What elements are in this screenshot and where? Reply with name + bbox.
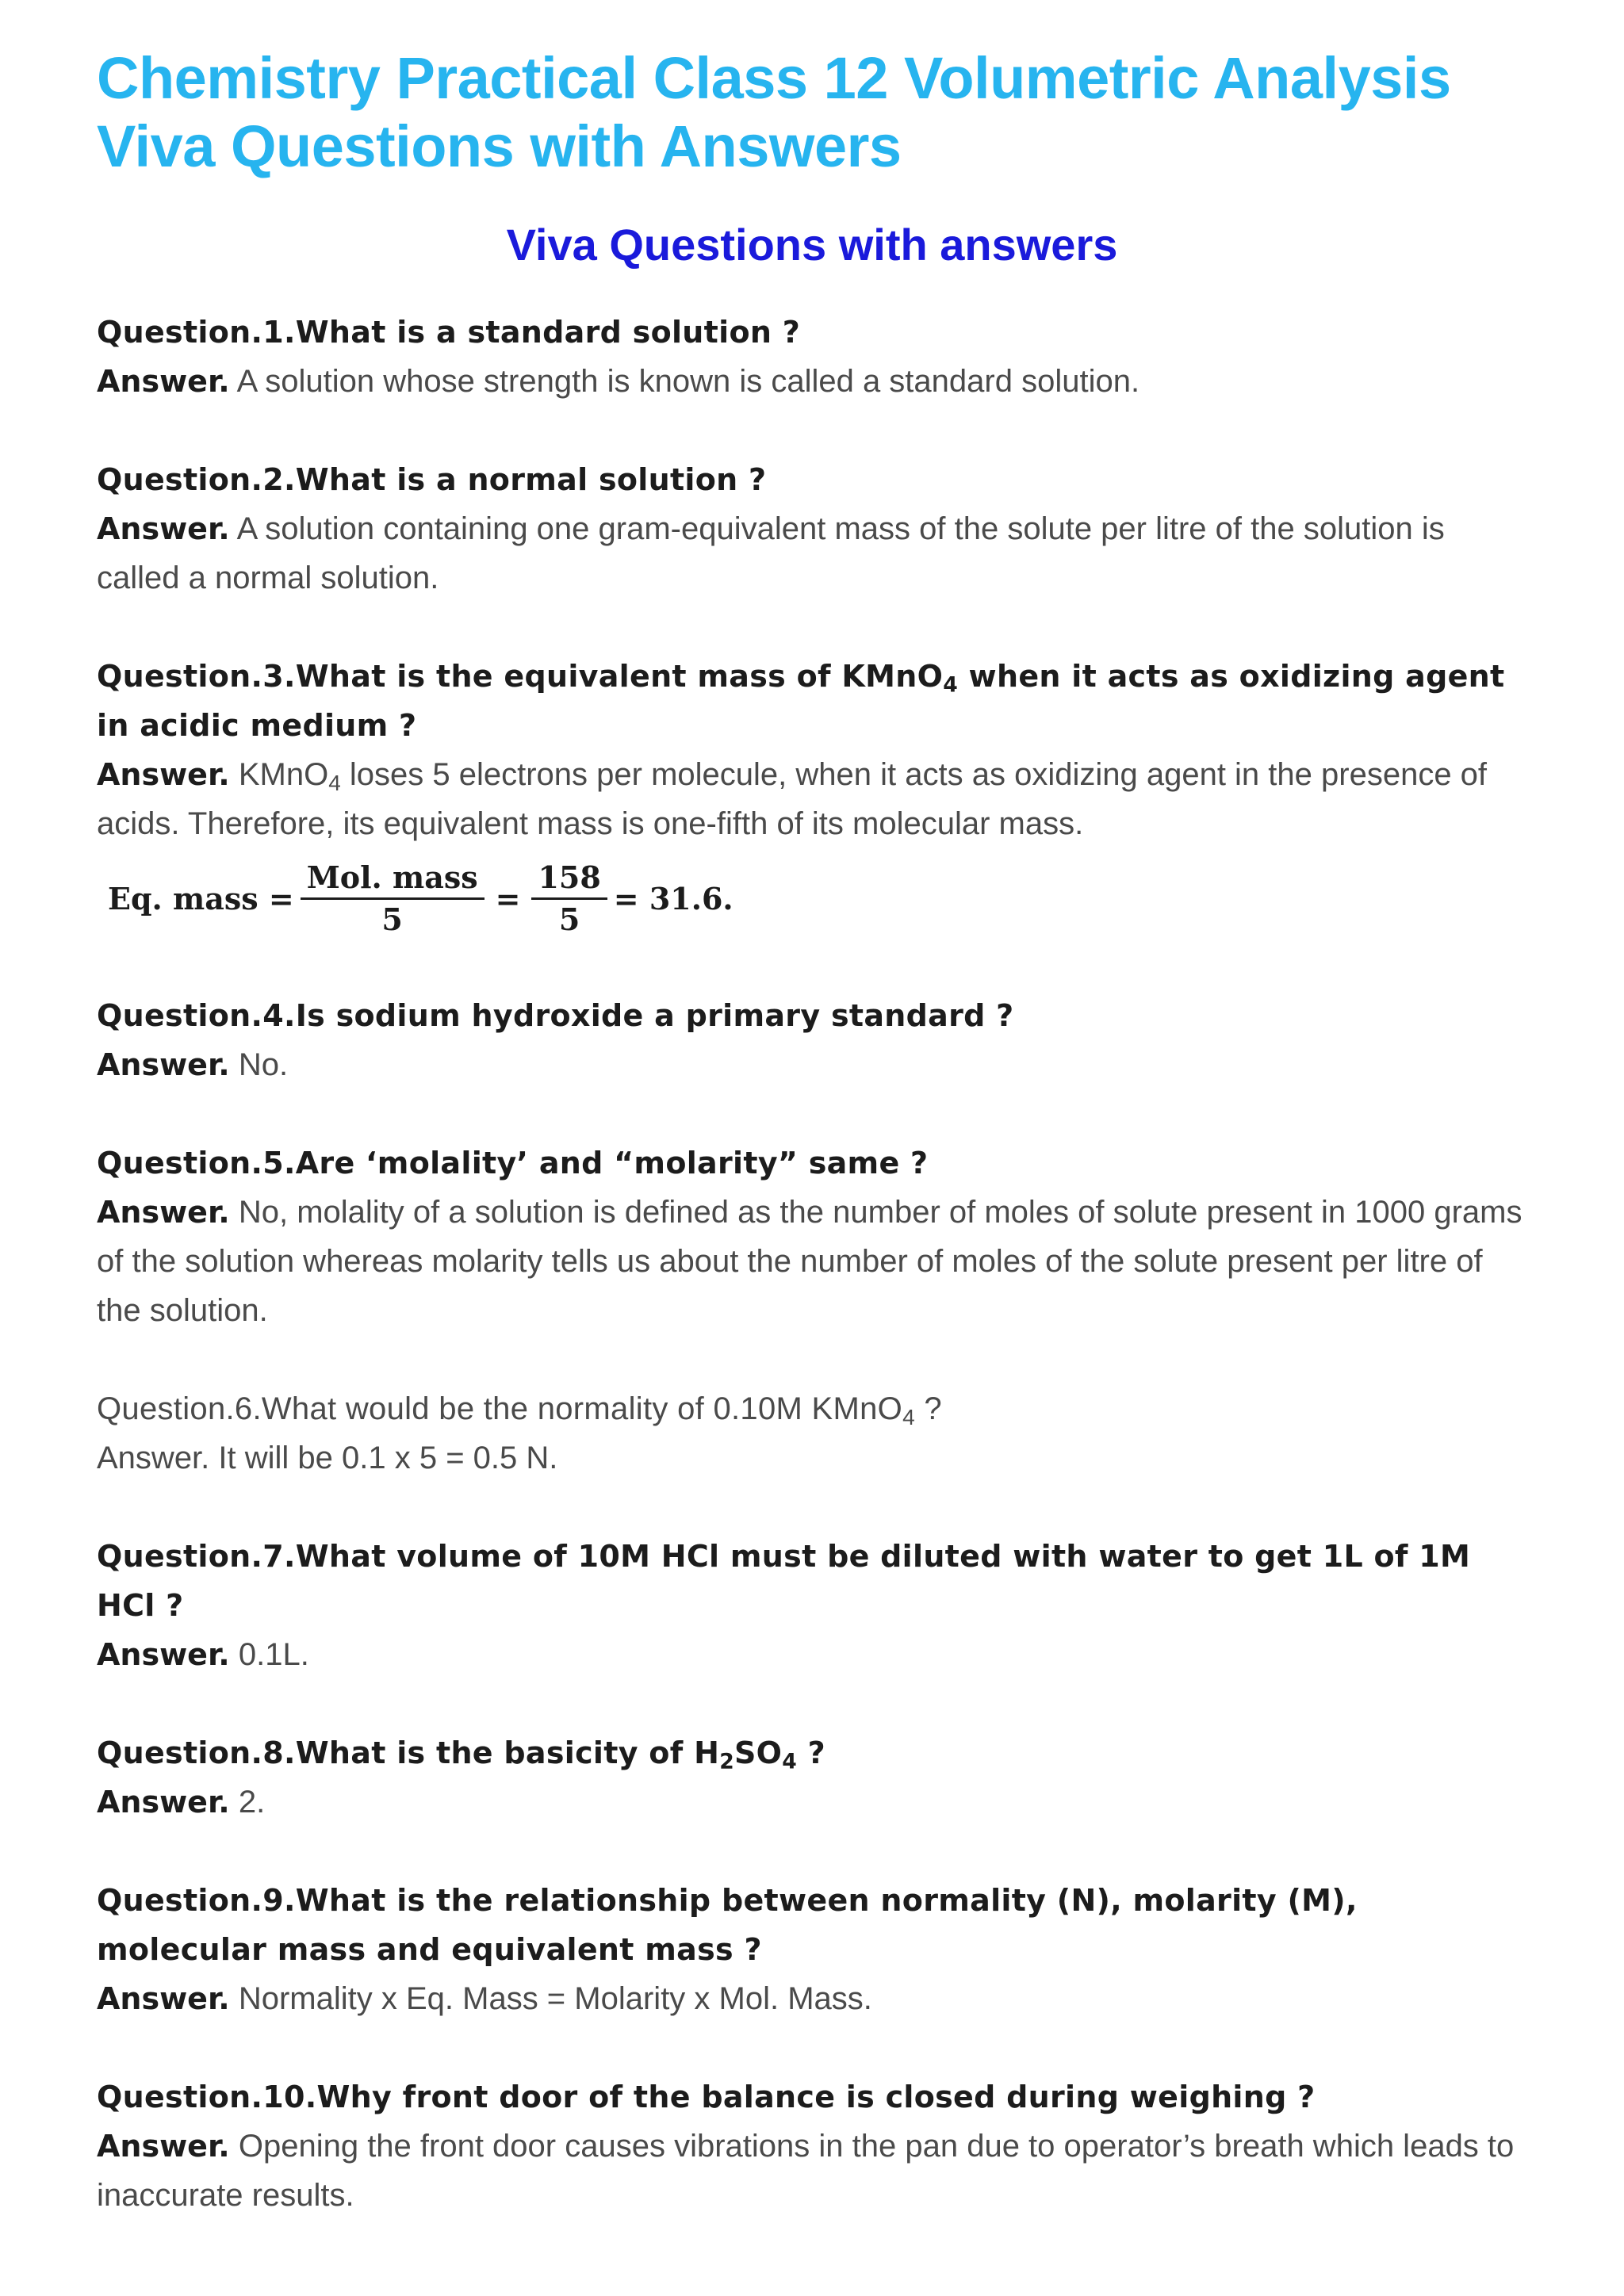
- answer-label: Answer.: [97, 1785, 230, 1820]
- answer-10-text: Opening the front door causes vibrations in the pan due to operator’s breath which leads to inaccurate results.: [97, 2129, 1515, 2213]
- answer-4: [97, 1040, 1527, 1089]
- formula-equals: =: [495, 880, 521, 916]
- question-10: Question.10.Why front door of the balance is closed during weighing ?: [97, 2080, 1316, 2114]
- answer-5-text: No, molality of a solution is defined as the number of moles of solute present in 1000 grams of the solution whereas molarity tells us about the number of moles of the solute present per litre of the solution.: [97, 1195, 1522, 1328]
- answer-label: Answer.: [97, 2129, 230, 2164]
- qa-item-5: [97, 1138, 1527, 1335]
- qa-item-7: [97, 1532, 1527, 1679]
- equivalent-mass-formula: [108, 855, 1527, 942]
- qa-item-6: [97, 1384, 1527, 1483]
- question-8: Question.8.What is the basicity of $H_2SO_4$ ?: [97, 1735, 825, 1774]
- qa-item-3: [97, 652, 1527, 942]
- formula-lhs: Eq. mass =: [108, 880, 294, 916]
- answer-9-text: Normality x Eq. Mass = Molarity x Mol. Mass.: [238, 1981, 872, 2016]
- answer-7-text: 0.1L.: [238, 1637, 309, 1672]
- qa-item-2: [97, 455, 1527, 603]
- page-title: [97, 44, 1527, 181]
- answer-label: Answer.: [97, 511, 230, 546]
- qa-item-4: [97, 991, 1527, 1089]
- question-6: Question.6.What would be the normality of 0.10M KMnO$_4$ ?: [97, 1391, 942, 1429]
- answer-8-text: 2.: [238, 1785, 266, 1820]
- answer-1-text: A solution whose strength is known is called a standard solution.: [236, 364, 1140, 399]
- answer-7: [97, 1630, 1527, 1679]
- question-4: Question.4.Is sodium hydroxide a primary standard ?: [97, 998, 1014, 1033]
- formula-fraction-1-denominator: 5: [381, 901, 403, 937]
- formula-fraction-1: [301, 859, 485, 938]
- formula-fraction-2: [531, 859, 607, 938]
- answer-8: [97, 1777, 1527, 1827]
- question-9: Question.9.What is the relationship between normality (N), molarity (M), molecular mass and equivalent mass ?: [97, 1883, 1358, 1967]
- answer-5: [97, 1188, 1527, 1335]
- section-subtitle: Viva Questions with answers: [506, 220, 1118, 270]
- qa-item-8: [97, 1728, 1527, 1827]
- answer-1: [97, 357, 1527, 406]
- answer-label: Answer.: [97, 1047, 230, 1082]
- question-2: Question.2.What is a normal solution ?: [97, 462, 767, 497]
- formula-fraction-1-numerator: Mol. mass: [301, 859, 485, 900]
- answer-label: Answer.: [97, 757, 230, 792]
- answer-4-text: No.: [238, 1047, 289, 1082]
- question-3: Question.3.What is the equivalent mass of KMnO$_4$ when it acts as oxidizing agent in acidic medium ?: [97, 659, 1505, 743]
- qa-list: [97, 308, 1527, 2220]
- question-1: Question.1.What is a standard solution ?: [97, 315, 801, 350]
- page-title-line1: Chemistry Practical Class 12 Volumetric Analysis: [97, 45, 1451, 111]
- question-7: Question.7.What volume of 10M HCl must be diluted with water to get 1L of 1M HCl ?: [97, 1539, 1471, 1623]
- answer-label: Answer.: [97, 364, 230, 399]
- answer-label: Answer.: [97, 1195, 230, 1230]
- question-5: Question.5.Are ‘molality’ and “molarity” same ?: [97, 1146, 929, 1181]
- formula-fraction-2-denominator: 5: [558, 901, 580, 937]
- answer-10: [97, 2122, 1527, 2220]
- answer-3: Answer. KMnO$_4$ loses 5 electrons per molecule, when it acts as oxidizing agent in the presence of acids. Therefore, its equivalent mass is one-fifth of its molecular mass.: [97, 757, 1488, 841]
- page-title-line2: Viva Questions with Answers: [97, 113, 902, 179]
- answer-2-text: A solution containing one gram-equivalent mass of the solute per litre of the solution is called a normal solution.: [97, 511, 1445, 595]
- formula-result: = 31.6.: [613, 880, 733, 916]
- answer-label: Answer.: [97, 1637, 230, 1672]
- answer-6: Answer. It will be 0.1 x 5 = 0.5 N.: [97, 1441, 558, 1475]
- qa-item-10: [97, 2072, 1527, 2220]
- formula-fraction-2-numerator: 158: [531, 859, 607, 900]
- answer-2: [97, 504, 1527, 603]
- answer-label: Answer.: [97, 1981, 230, 2016]
- qa-item-1: [97, 308, 1527, 406]
- qa-item-9: [97, 1876, 1527, 2023]
- answer-9: [97, 1974, 1527, 2023]
